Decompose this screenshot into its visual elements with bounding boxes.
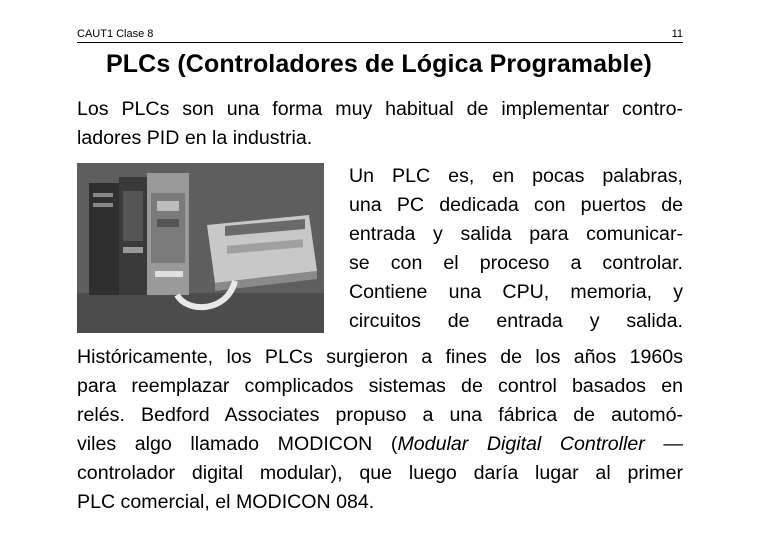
page-number: 11 [671, 28, 683, 40]
history-paragraph [77, 343, 683, 517]
plc-illustration [77, 163, 324, 333]
intro-line: Los PLCs son una forma muy habitual de implementar contro- [77, 98, 683, 120]
history-text: — [644, 433, 683, 455]
definition-line: Un PLC es, en pocas palabras, [349, 165, 683, 187]
history-line: relés. Bedford Associates propuso a una fábrica de automó- [77, 404, 683, 426]
page-title: PLCs (Controladores de Lógica Programable) [106, 50, 652, 78]
history-italic-term: Modular Digital Controller [397, 433, 645, 455]
history-line: PLC comercial, el MODICON 084. [77, 491, 375, 513]
history-line [77, 430, 683, 459]
definition-line: se con el proceso a controlar. [349, 252, 683, 274]
history-line: controlador digital modular), que luego daría lugar al primer [77, 462, 683, 484]
definition-line: una PC dedicada con puertos de [349, 194, 683, 216]
history-text: viles algo llamado MODICON ( [77, 433, 398, 455]
history-line: para reemplazar complicados sistemas de control basados en [77, 375, 683, 397]
definition-line: Contiene una CPU, memoria, y [349, 281, 683, 303]
page-header [77, 26, 683, 43]
course-label: CAUT1 Clase 8 [77, 28, 154, 40]
intro-line: ladores PID en la industria. [77, 127, 313, 149]
definition-line: entrada y salida para comunicar- [349, 223, 683, 245]
definition-paragraph [349, 162, 683, 336]
plc-photo [77, 163, 324, 333]
definition-line: circuitos de entrada y salida. [349, 310, 683, 332]
intro-paragraph [77, 95, 683, 153]
history-line: Históricamente, los PLCs surgieron a fines de los años 1960s [77, 346, 683, 368]
